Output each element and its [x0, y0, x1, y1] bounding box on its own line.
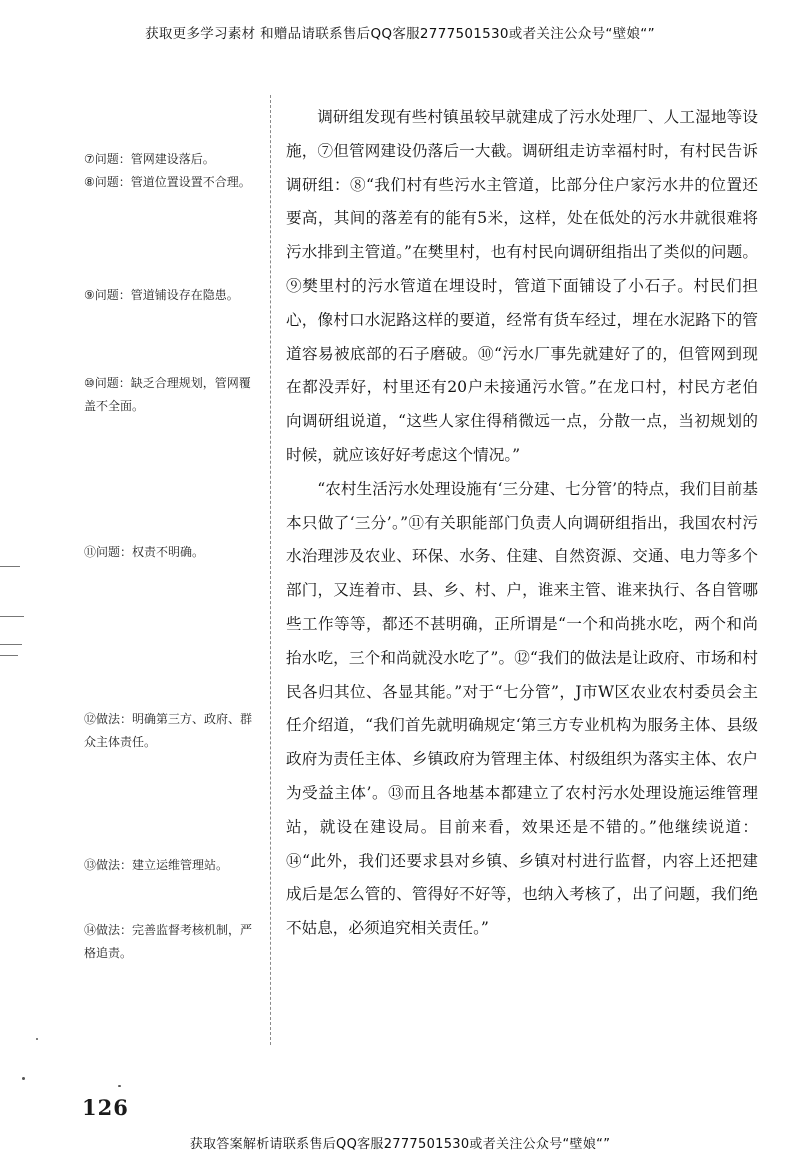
scan-speck — [118, 1085, 121, 1087]
margin-note-13: ⑬做法：建立运维管理站。 — [84, 858, 229, 872]
margin-divider-line — [270, 95, 271, 1045]
margin-note-11: ⑪问题：权责不明确。 — [84, 545, 205, 559]
margin-note-8: ⑧问题：管道位置设置不合理。 — [84, 175, 251, 189]
page-header-promo: 获取更多学习素材 和赠品请联系售后QQ客服2777501530或者关注公众号“壁娘“” — [145, 26, 655, 42]
body-paragraph-1: 调研组发现有些村镇虽较早就建成了污水处理厂、人工湿地等设施，⑦但管网建设仍落后一大截。调研组走访幸福村时，有村民告诉调研组：⑧“我们村有些污水主管道，比部分住户家污水井的位置还要高，其间的落差有的能有5米，这样，处在低处的污水井就很难将污水排到主管道。”在樊里村，也有村民向调研组指出了类似的问题。⑨樊里村的污水管道在埋设时，管道下面铺设了小石子。村民们担心，像村口水泥路这样的要道，经常有货车经过，埋在水泥路下的管道容易被底部的石子磨破。⑩“污水厂事先就建好了的，但管网到现在都没弄好，村里还有20户未接通污水管。”在龙口村，村民方老伯向调研组说道，“这些人家住得稍微远一点，分散一点，当初规划的时候，就应该好好考虑这个情况。” — [286, 108, 758, 464]
main-body-text — [286, 101, 758, 946]
scan-speck — [22, 1077, 25, 1080]
margin-note-9: ⑨问题：管道铺设存在隐患。 — [84, 288, 239, 302]
page-footer-promo: 获取答案解析请联系售后QQ客服2777501530或者关注公众号“壁娘“” — [189, 1137, 611, 1152]
scan-mark — [0, 616, 24, 617]
page-number: 126 — [82, 1095, 129, 1120]
margin-note-12: ⑫做法：明确第三方、政府、群众主体责任。 — [84, 712, 253, 749]
margin-note-7: ⑦问题：管网建设落后。 — [84, 152, 215, 166]
margin-note-14: ⑭做法：完善监督考核机制，严格追责。 — [84, 923, 253, 960]
scan-mark — [0, 644, 22, 645]
margin-note-10: ⑩问题：缺乏合理规划，管网覆盖不全面。 — [84, 376, 251, 413]
scan-mark — [0, 566, 20, 567]
scan-mark — [0, 655, 18, 656]
body-paragraph-2: “农村生活污水处理设施有‘三分建、七分管’的特点，我们目前基本只做了‘三分’。”⑪有关职能部门负责人向调研组指出，我国农村污水治理涉及农业、环保、水务、住建、自然资源、交通、电力等多个部门，又连着市、县、乡、村、户，谁来主管、谁来执行、各自管哪些工作等等，都还不甚明确，正所谓是“一个和尚挑水吃，两个和尚抬水吃，三个和尚就没水吃了”。⑫“我们的做法是让政府、市场和村民各归其位、各显其能。”对于“七分管”，J市W区农业农村委员会主任介绍道，“我们首先就明确规定‘第三方专业机构为服务主体、县级政府为责任主体、乡镇政府为管理主体、村级组织为落实主体、农户为受益主体’。⑬而且各地基本都建立了农村污水处理设施运维管理站，就设在建设局。目前来看，效果还是不错的。”他继续说道：⑭“此外，我们还要求县对乡镇、乡镇对村进行监督，内容上还把建成后是怎么管的、管得好不好等，也纳入考核了，出了问题，我们绝不姑息，必须追究相关责任。” — [286, 479, 758, 938]
scan-speck — [36, 1038, 38, 1040]
